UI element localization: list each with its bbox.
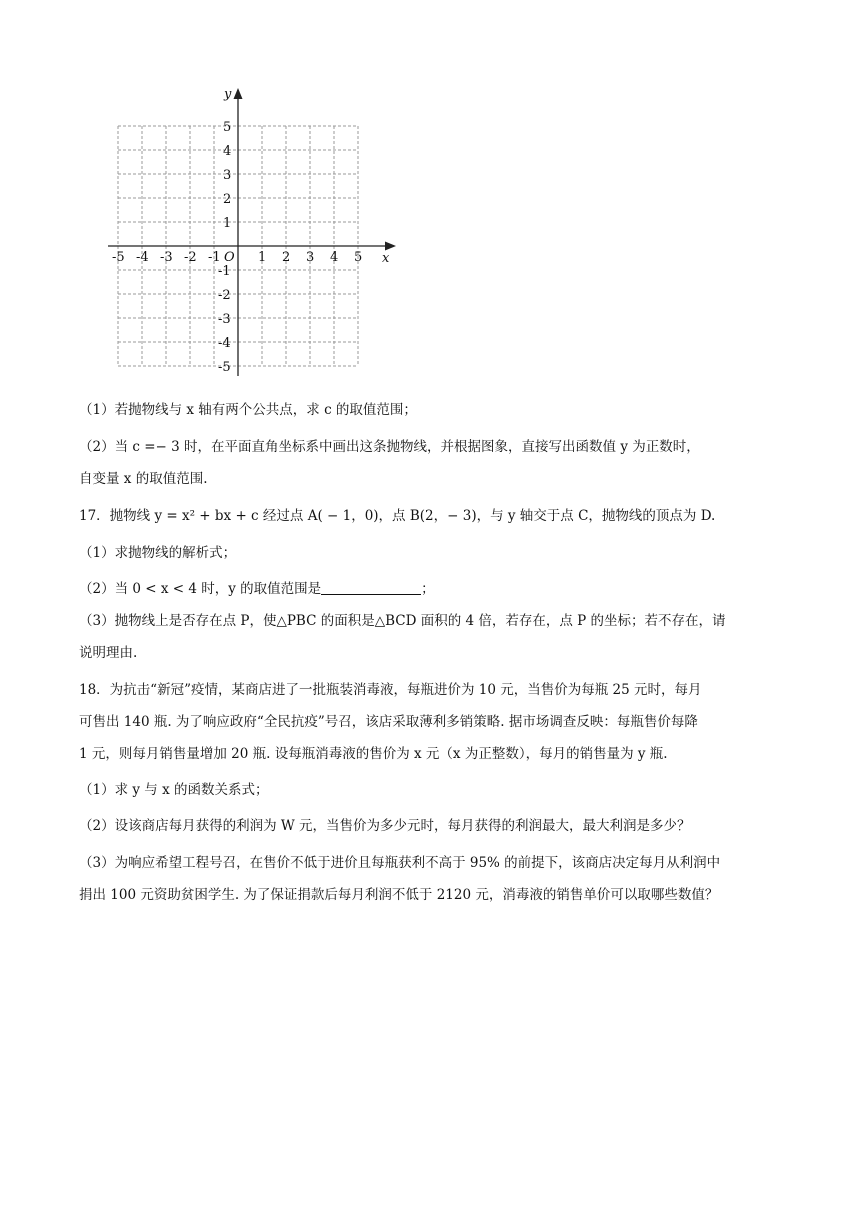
q17-part1: （1）求抛物线的解析式；	[79, 545, 237, 561]
y-tick-label: 1	[223, 216, 232, 231]
x-tick-label: 1	[258, 250, 267, 265]
q16-part1: （1）若抛物线与 x 轴有两个公共点，求 c 的取值范围；	[79, 402, 417, 418]
y-tick-label: -2	[218, 288, 231, 303]
y-tick-label: -3	[218, 312, 231, 327]
x-tick-label: -4	[136, 250, 149, 265]
x-tick-label: -1	[208, 250, 221, 265]
x-tick-label: 3	[306, 250, 315, 265]
y-tick-label: -1	[218, 264, 231, 279]
x-tick-label: -2	[184, 250, 197, 265]
y-tick-label: 5	[223, 120, 232, 135]
q16-part2-line2: 自变量 x 的取值范围.	[79, 471, 208, 487]
q17-stem: 17．抛物线 y = x² + bx + c 经过点 A( − 1，0)，点 B(2，− 3)，与 y 轴交于点 C，抛物线的顶点为 D.	[79, 508, 716, 524]
q18-stem-line1: 18．为抗击“新冠”疫情，某商店进了一批瓶装消毒液，每瓶进价为 10 元，当售价为每瓶 25 元时，每月	[79, 682, 702, 698]
x-axis-label: x	[382, 251, 390, 266]
x-tick-label: 5	[354, 250, 363, 265]
coordinate-grid	[60, 78, 420, 378]
y-tick-label: 4	[223, 144, 232, 159]
x-tick-label: -3	[160, 250, 173, 265]
q18-stem-line2: 可售出 140 瓶. 为了响应政府“全民抗疫”号召，该店采取薄利多销策略. 据市场调查反映：每瓶售价每降	[79, 714, 698, 730]
y-tick-label: -4	[218, 336, 231, 351]
q17-part3-line1: （3）抛物线上是否存在点 P，使△PBC 的面积是△BCD 面积的 4 倍，若存在，点 P 的坐标；若不存在，请	[79, 613, 726, 629]
x-axis-arrow	[385, 242, 396, 251]
q18-part3-line2: 捐出 100 元资助贫困学生. 为了保证捐款后每月利润不低于 2120 元，消毒液的销售单价可以取哪些数值？	[79, 887, 719, 903]
y-tick-label: 3	[223, 168, 232, 183]
q18-part1: （1）求 y 与 x 的函数关系式；	[79, 782, 269, 798]
answer-blank	[321, 580, 421, 595]
x-tick-label: 2	[282, 250, 291, 265]
q17-part2-text: （2）当 0 < x < 4 时，y 的取值范围是	[79, 581, 322, 597]
q17-part3-line2: 说明理由.	[79, 645, 138, 661]
y-tick-label: 2	[223, 192, 232, 207]
x-tick-label: -5	[112, 250, 125, 265]
q17-part2	[79, 578, 779, 600]
y-axis-arrow	[234, 88, 243, 99]
y-axis-label: y	[224, 87, 232, 102]
q18-part2: （2）设该商店每月获得的利润为 W 元，当售价为多少元时，每月获得的利润最大，最大利润是多少？	[79, 818, 691, 834]
q18-part3-line1: （3）为响应希望工程号召，在售价不低于进价且每瓶获利不高于 95% 的前提下，该商店决定每月从利润中	[79, 855, 721, 871]
q17-part2-end: ；	[421, 581, 435, 597]
q16-part2-line1: （2）当 c =− 3 时，在平面直角坐标系中画出这条抛物线，并根据图象，直接写出函数值 y 为正数时，	[79, 439, 700, 455]
y-tick-label: -5	[218, 360, 231, 375]
x-tick-label: 4	[330, 250, 339, 265]
q18-stem-line3: 1 元，则每月销售量增加 20 瓶. 设每瓶消毒液的售价为 x 元（x 为正整数），每月的销售量为 y 瓶.	[79, 746, 668, 762]
origin-label: O	[224, 250, 235, 265]
